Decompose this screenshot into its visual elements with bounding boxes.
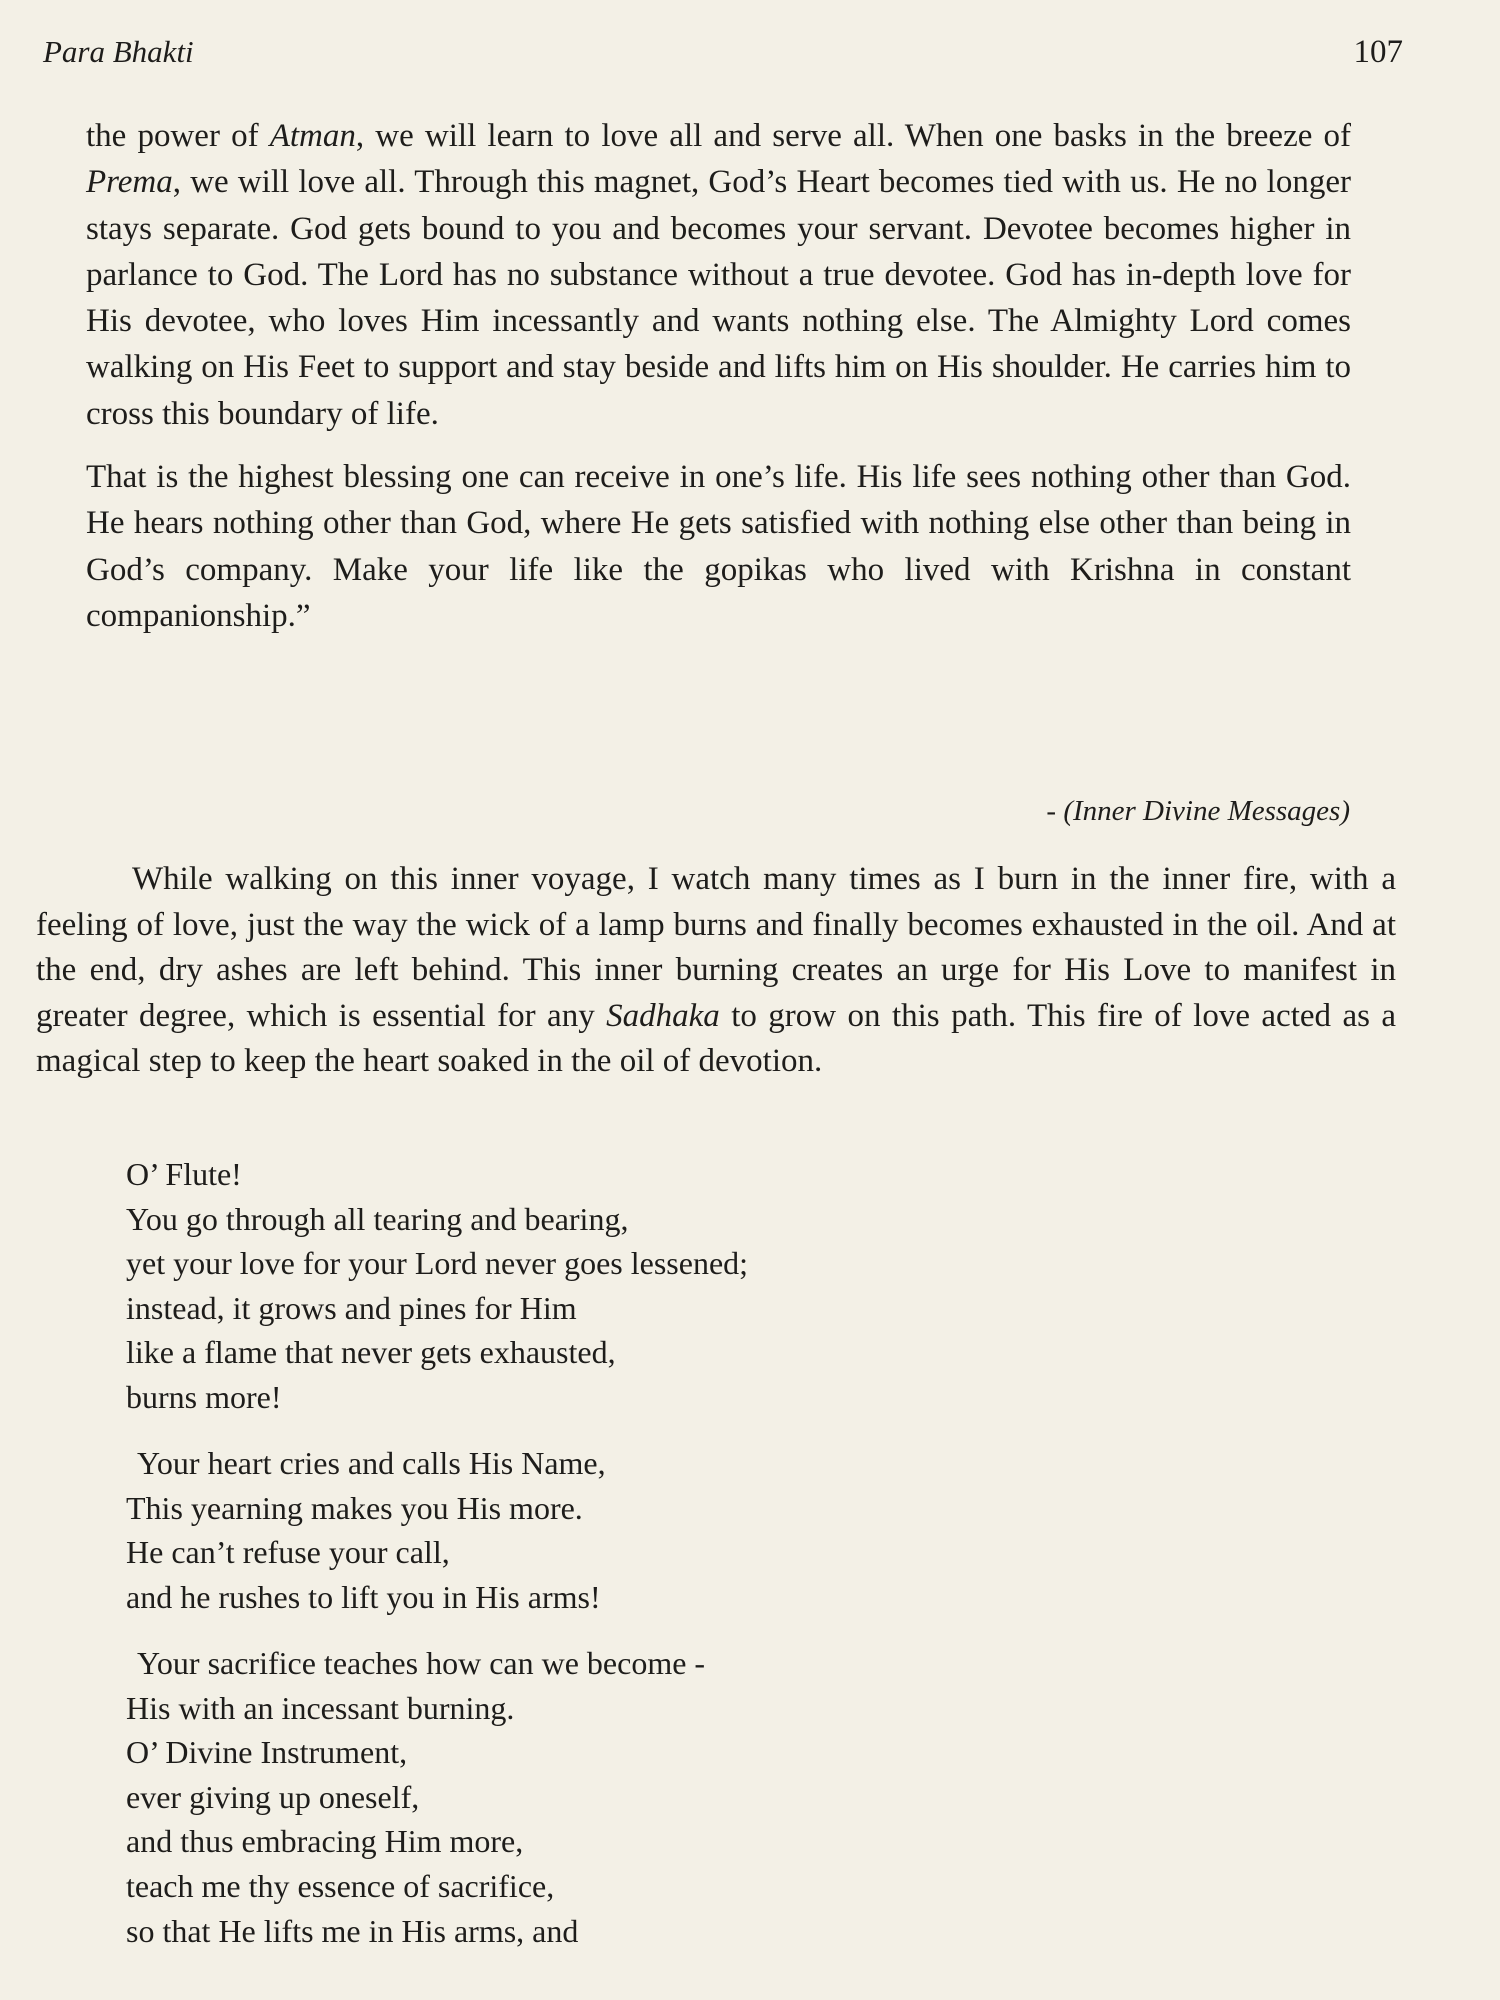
quoted-message [86, 113, 1351, 656]
poem-line: He can’t refuse your call, [126, 1534, 450, 1571]
quote-paragraph-2: That is the highest blessing one can receive in one’s life. His life sees nothing other than God. He hears nothing other than God, where He gets satisfied with nothing else other than being in God’s company. Make your life like the gopikas who lived with Krishna in constant companionship.” [86, 459, 1351, 634]
quote-paragraph-1: the power of Atman, we will learn to love all and serve all. When one basks in the breeze of Prema, we will love all. Through this magnet, God’s Heart becomes tied with us. He no longer stays separate. God gets bound to you and becomes your servant. Devotee becomes higher in parlance to God. The Lord has no substance without a true devotee. God has in-depth love for His devotee, who loves Him incessantly and wants nothing else. The Almighty Lord comes walking on His Feet to support and stay beside and lifts him on His shoulder. He carries him to cross this boundary of life. [86, 118, 1352, 432]
poem-line: This yearning makes you His more. [126, 1489, 583, 1526]
poem-line: His with an incessant burning. [126, 1689, 515, 1726]
poem-line: like a flame that never gets exhausted, [126, 1334, 616, 1371]
quote-attribution: - (Inner Divine Messages) [1046, 795, 1350, 827]
poem-line: You go through all tearing and bearing, [126, 1200, 629, 1237]
poem-line: O’ Divine Instrument, [126, 1734, 408, 1771]
body-paragraph: While walking on this inner voyage, I watch many times as I burn in the inner fire, with a feeling of love, just the way the wick of a lamp burns and finally becomes exhausted in the oil. And at the end, dry ashes are left behind. This inner burning creates an urge for His Love to manifest in greater degree, which is essential for any Sadhaka to grow on this path. This fire of love acted as a magical step to keep the heart soaked in the oil of devotion. [36, 861, 1396, 1079]
poem-line: Your heart cries and calls His Name, [137, 1445, 606, 1481]
poem-stanza-3 [126, 1641, 705, 1953]
poem-line: yet your love for your Lord never goes lessened; [126, 1245, 749, 1282]
poem-line: so that He lifts me in His arms, and [126, 1912, 579, 1949]
poem-line: Your sacrifice teaches how can we become - [137, 1645, 706, 1681]
page-header [43, 34, 1403, 84]
poem-line: ever giving up oneself, [126, 1778, 420, 1815]
poem-line: teach me thy essence of sacrifice, [126, 1867, 555, 1904]
poem-line: and he rushes to lift you in His arms! [126, 1578, 601, 1615]
page-number: 107 [1353, 34, 1403, 70]
poem-line: instead, it grows and pines for Him [126, 1289, 577, 1326]
poem-stanza-1 [126, 1152, 748, 1420]
poem-line: and thus embracing Him more, [126, 1823, 524, 1860]
running-title: Para Bhakti [43, 34, 194, 69]
poem-line: burns more! [126, 1378, 282, 1415]
poem-stanza-2 [126, 1441, 606, 1619]
poem-line: O’ Flute! [126, 1156, 242, 1192]
